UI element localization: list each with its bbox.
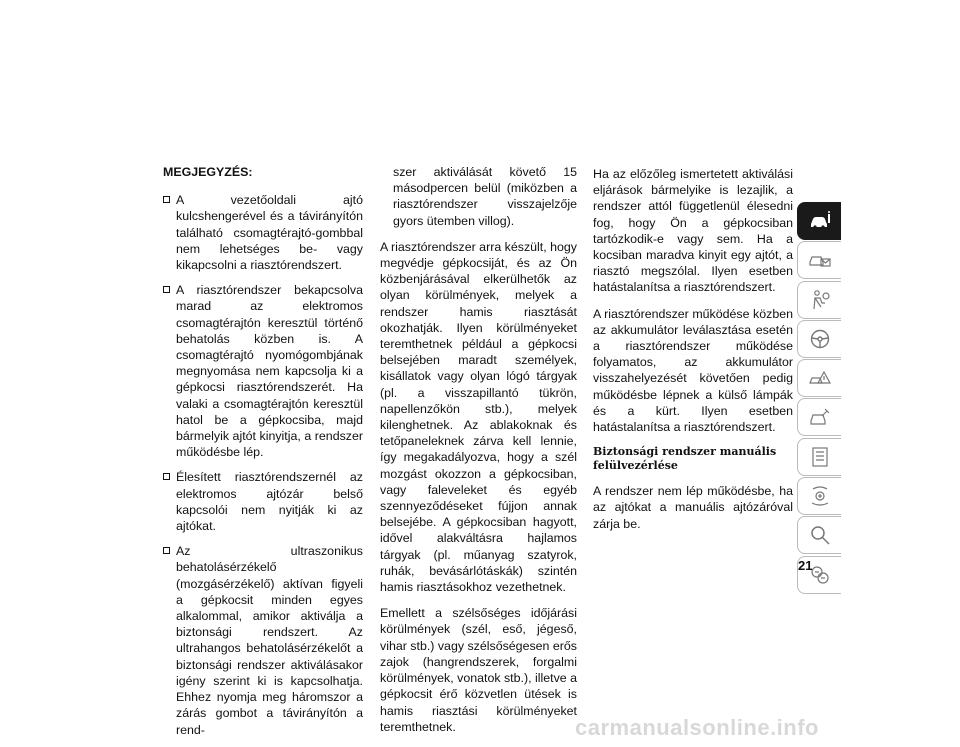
car-info-icon <box>808 209 832 233</box>
car-envelope-icon <box>808 248 832 272</box>
tab-multimedia[interactable] <box>797 477 841 515</box>
column-middle <box>380 164 577 745</box>
checklist-icon <box>808 445 832 469</box>
multimedia-icon <box>808 484 832 508</box>
tab-car-service[interactable] <box>797 398 841 436</box>
paragraph-battery: A riasztórendszer működése közben az akkumulátor leválasztása esetén a riasztórendszer működése folyamatos, az akkumulátor visszahelyezését követően pedig működésbe lépnek a külső lámpák és a kürt. Ilyen esetben hatástalanítsa a riasztórendszert. <box>593 306 793 435</box>
bullet-continuation: szer aktiválását követő 15 másodpercen belül (miközben a riasztórendszer visszajelzője gyors ütemben villog). <box>393 165 577 228</box>
tab-seatbelt-airbag[interactable] <box>797 281 841 319</box>
tab-magnifier[interactable] <box>797 516 841 554</box>
tab-car-envelope[interactable] <box>797 241 841 279</box>
note-bullet-4: Az ultraszonikus behatolásérzékelő (mozgásérzékelő) aktívan figyeli a gépkocsit minden egyes alkalommal, amikor aktiválja a biztonsági rendszert. Az ultrahangos behatolásérzékelőt a biztonsági rendszer aktiválásakor igény szerint ki is kapcsolhatja. Ehhez nyomja meg háromszor a zárás gombot a távirányítón a rend- <box>163 543 363 737</box>
tab-car-info[interactable] <box>797 202 841 240</box>
checkbox-bullet-icon <box>163 473 170 480</box>
note-bullet-2: A riasztórendszer bekapcsolva marad az elektromos csomagtérajtón keresztül történő behatolás közben is. A csomagtérajtó nyomógombjának megnyomása nem kapcsolja ki a gépkocsi riasztórendszerét. Ha valaki a csomagtérajtón keresztül hatol be a gépkocsiba, majd bármelyik ajtót kinyitja, a rendszer működésbe lép. <box>163 282 363 460</box>
magnifier-icon <box>808 523 832 547</box>
note-heading: MEGJEGYZÉS: <box>163 165 253 179</box>
checkbox-bullet-icon <box>163 196 170 203</box>
note-bullet-list <box>163 192 363 738</box>
tab-car-warning[interactable] <box>797 359 841 397</box>
note-bullet-1: A vezetőoldali ajtó kulcshengerével és a távirányítón található csomagtérajtó-gombbal nem lehetséges be- vagy kikapcsolni a riasztórendszert. <box>163 192 363 273</box>
paragraph-weather: Emellett a szélsőséges időjárási körülmények (szél, eső, jégeső, vihar stb.) vagy szélsőségesen erős zajok (hangrendszerek, forgalmi körülmények, vonatok stb.), illetve a gépkocsit érő közvetlen ütések is hamis riasztási körülményeket teremthetnek. <box>380 606 577 734</box>
seatbelt-airbag-icon <box>808 288 832 312</box>
tab-steering-wheel[interactable] <box>797 320 841 358</box>
paragraph-false-alarm: A riasztórendszer arra készült, hogy megvédje gépkocsiját, és az Ön közbenjárásával elkerülhetők az olyan körülmények, melyek a rendszer hamis riasztását okozhatják. Ilyen körülményeket teremthetnek például a gépkocsi belsejében maradt személyek, kisállatok vagy olyan lógó tárgyak (pl. a visszapillantó tükrön, napellenzőkön stb.), melyek kilenghetnek. Az ablakoknak és tetőpaneleknek zárva kell lennie, így megakadályozva, hogy a szél mozgást okozzon a gépkocsiban, vagy faleveleket és egyéb szennyeződéseket fújjon annak belsejébe. A gépkocsiban hagyott, idővel alakváltásra hajlamos tárgyak (pl. műanyag szatyrok, ruhák, bevásárlótáskák) szintén hamis riasztásokhoz vezethetnek. <box>380 239 577 595</box>
checkbox-bullet-icon <box>163 547 170 554</box>
chapter-tab-strip <box>797 202 841 595</box>
paragraph-activation: Ha az előzőleg ismertetett aktiválási eljárások bármelyike is lezajlik, a rendszer attól függetlenül élesedni fog, hogy Ön a gépkocsiban tartózkodik-e vagy sem. Ha a kocsiban maradva kinyit egy ajtót, a riasztó megszólal. Ilyen esetben hatástalanítsa a riasztórendszert. <box>593 167 793 295</box>
column-left <box>163 164 363 747</box>
section-subheading: Biztonsági rendszer manuális felülvezérlése <box>593 445 777 473</box>
watermark: carmanualsonline.info <box>575 715 819 740</box>
checkbox-bullet-icon <box>163 286 170 293</box>
tab-checklist[interactable] <box>797 438 841 476</box>
steering-wheel-icon <box>808 327 832 351</box>
car-service-icon <box>808 405 832 429</box>
page-number: 21 <box>798 558 813 573</box>
note-bullet-3: Élesített riasztórendszernél az elektromos ajtózár belső kapcsolói nem nyitják ki az ajtókat. <box>163 469 363 534</box>
column-right <box>593 166 793 542</box>
paragraph-manual-override: A rendszer nem lép működésbe, ha az ajtókat a manuális ajtózáróval zárja be. <box>593 484 793 531</box>
car-warning-icon <box>808 366 832 390</box>
